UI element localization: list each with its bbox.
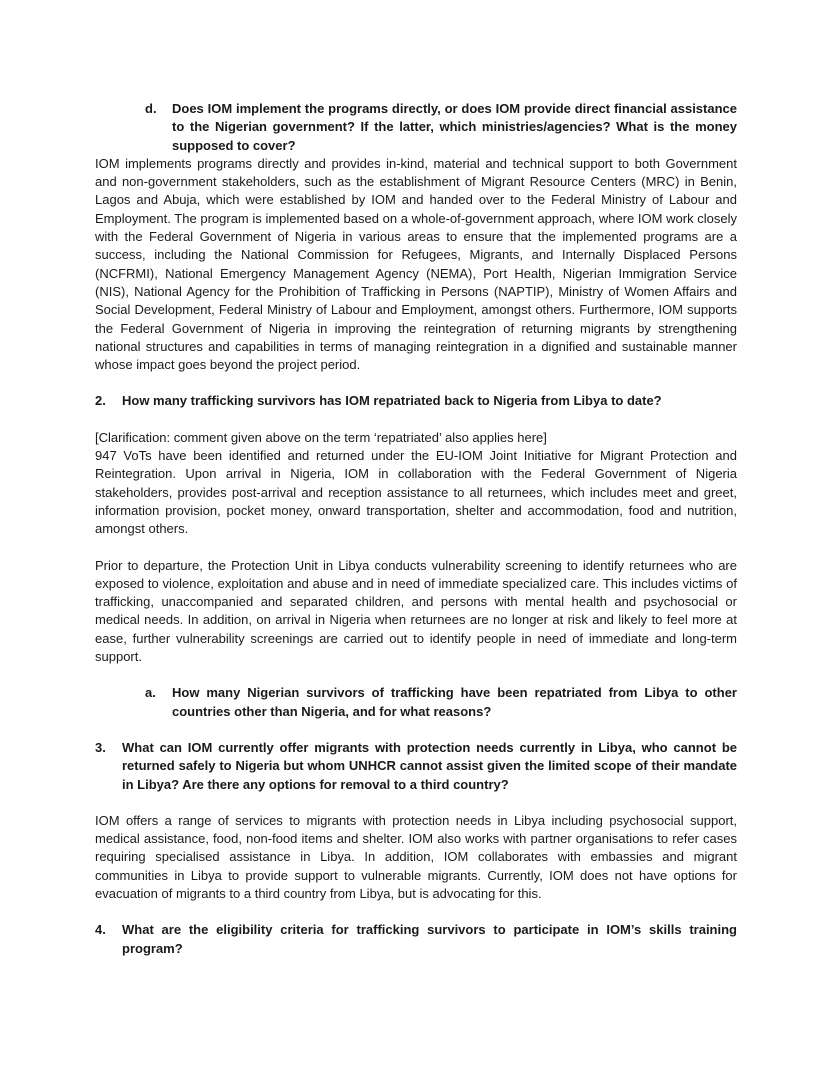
sub-question-d-text: Does IOM implement the programs directly, or does IOM provide direct financial assistance to the Nigerian government? If the latter, which ministries/agencies? What is the money supposed to cover? (172, 101, 737, 153)
answer-paragraph-d: IOM implements programs directly and provides in-kind, material and technical support to both Government and non-government stakeholders, such as the establishment of Migrant Resource Centers (MRC) in Benin, Lagos and Abuja, which were established by IOM and handed over to the Federal Ministry of Labour and Employment. The program is implemented based on a whole-of-government approach, where IOM work closely with the Federal Government of Nigeria in various areas to ensure that the implemented programs are a success, including the National Commission for Refugees, Migrants, and Internally Displaced Persons (NCFRMI), National Emergency Management Agency (NEMA), Port Health, Nigerian Immigration Service (NIS), National Agency for the Prohibition of Trafficking in Persons (NAPTIP), Ministry of Women Affairs and Social Development, Federal Ministry of Labour and Employment, amongst others. Furthermore, IOM supports the Federal Government of Nigeria in improving the reintegration of returning migrants by strengthening national structures and capabilities in terms of managing reintegration in a dignified and sustainable manner whose impact goes beyond the project period. (95, 155, 737, 373)
sub-question-d-marker: d. (145, 101, 157, 116)
sub-question-2a-marker: a. (145, 685, 156, 701)
answer-paragraph-2a: 947 VoTs have been identified and returned under the EU-IOM Joint Initiative for Migrant Protection and Reintegration. Upon arrival in Nigeria, IOM in collaboration with the Federal Government of Nigeria stakeholders, provides post-arrival and reception assistance to all returnees, which includes meet and greet, information provision, pocket money, onward transportation, shelter and accommodation, food and nutrition, amongst others. (95, 448, 737, 537)
question-3-text: What can IOM currently offer migrants with protection needs currently in Libya, who cannot be returned safely to Nigeria but whom UNHCR cannot assist given the limited scope of their mandate in Libya? Are there any options for removal to a third country? (122, 739, 737, 792)
question-3 (95, 739, 737, 794)
question-4 (95, 921, 737, 958)
question-3-marker: 3. (95, 739, 106, 755)
question-4-marker: 4. (95, 922, 106, 938)
question-2-marker: 2. (95, 393, 106, 409)
answer-paragraph-3: IOM offers a range of services to migrants with protection needs in Libya including psychosocial support, medical assistance, food, non-food items and shelter. IOM also works with partner organisations to refer cases requiring specialised assistance in Libya. In addition, IOM collaborates with embassies and migrant communities in Libya to provide support to vulnerable migrants. Currently, IOM does not have options for evacuation of migrants to a third country from Libya, but is advocating for this. (95, 812, 737, 901)
question-4-text: What are the eligibility criteria for trafficking survivors to participate in IOM’s skills training program? (122, 922, 737, 956)
clarification-note: [Clarification: comment given above on the term ‘repatriated’ also applies here] (95, 429, 547, 445)
question-2-text: How many trafficking survivors has IOM repatriated back to Nigeria from Libya to date? (122, 393, 662, 409)
answer-paragraph-2b: Prior to departure, the Protection Unit in Libya conducts vulnerability screening to identify returnees who are exposed to violence, exploitation and abuse and in need of immediate specialized care. This includes victims of trafficking, unaccompanied and separated children, and persons with mental health and psychosocial or medical needs. In addition, on arrival in Nigeria when returnees are no longer at risk and likely to feel more at ease, further vulnerability screenings are carried out to identify people in need of immediate and long-term support. (95, 557, 737, 665)
sub-question-2a-text: How many Nigerian survivors of trafficking have been repatriated from Libya to other countries other than Nigeria, and for what reasons? (172, 685, 737, 719)
sub-question-d (95, 100, 737, 155)
sub-question-2a (95, 684, 737, 721)
question-2 (95, 392, 737, 410)
